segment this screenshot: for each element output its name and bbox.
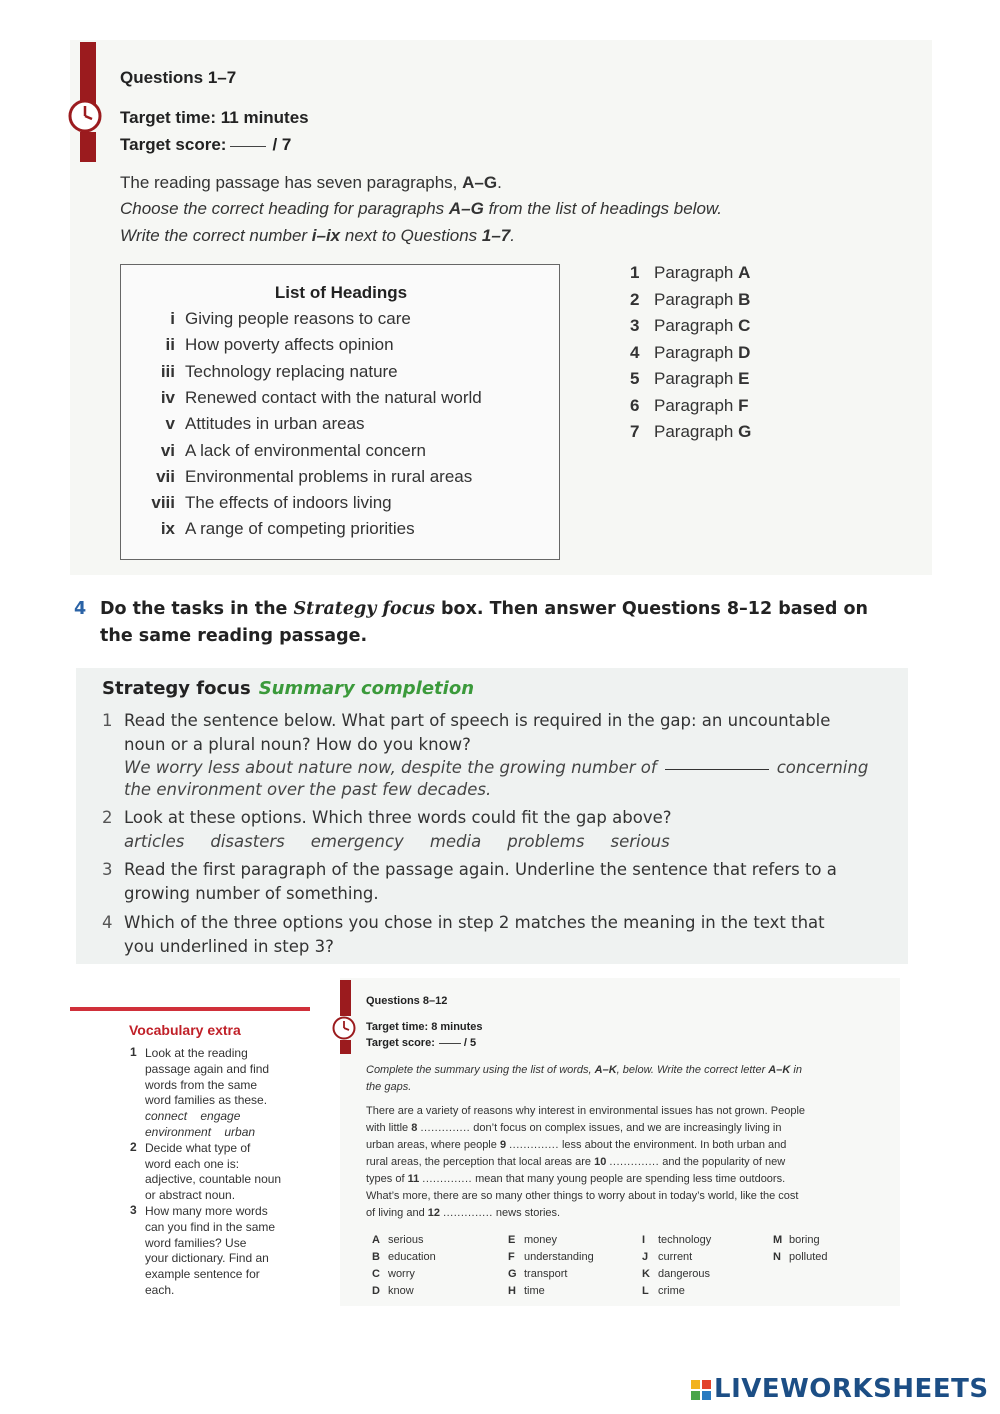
vocab-example-words: environment urban <box>145 1125 256 1139</box>
target-score-small <box>366 1037 476 1049</box>
word-text: education <box>388 1251 436 1263</box>
heading-text: Attitudes in urban areas <box>185 414 365 434</box>
heading-text: The effects of indoors living <box>185 493 392 513</box>
summary-text: There are a variety of reasons why interest in environmental issues has not grown. People <box>366 1105 806 1117</box>
word-letter: M <box>773 1234 783 1246</box>
word-letter: F <box>508 1251 515 1263</box>
summary-text: with little <box>366 1122 412 1134</box>
strategy-line: you underlined in step 3? <box>124 937 334 956</box>
paragraph-word: Paragraph <box>654 342 739 362</box>
instr-text: Choose the correct heading for paragraphs <box>120 199 449 218</box>
paragraph-letter: E <box>738 369 750 388</box>
word-letter: D <box>372 1285 380 1297</box>
vocab-line: your dictionary. Find an <box>145 1251 269 1266</box>
red-bar-small <box>340 980 351 1016</box>
example-text: concerning <box>776 758 869 777</box>
paragraph-letter: G <box>738 422 752 441</box>
strategy-item-number: 1 <box>102 711 113 730</box>
gap-number: 8 <box>411 1122 421 1134</box>
word-letter: H <box>508 1285 516 1297</box>
heading-item <box>121 335 394 361</box>
gap-dots: .............. <box>509 1139 559 1151</box>
clock-icon <box>67 98 103 134</box>
heading-number: vii <box>156 466 175 486</box>
vocab-line: passage again and find <box>145 1061 270 1076</box>
summary-line <box>366 1207 560 1219</box>
paragraph-item <box>630 422 751 442</box>
gap-number: 9 <box>499 1139 510 1151</box>
word-option <box>508 1234 557 1246</box>
option-word: problems <box>507 832 585 851</box>
instr-text: . <box>497 173 502 192</box>
paragraph-letter: C <box>738 316 751 335</box>
heading-number: i <box>170 309 175 328</box>
strategy-subtitle: Summary completion <box>258 678 475 699</box>
paragraph-word: Paragraph <box>654 395 739 415</box>
target-score-suffix: / 7 <box>272 135 292 154</box>
paragraph-item <box>630 343 750 363</box>
option-word: media <box>429 832 482 851</box>
summary-text: less about the environment. In both urban and <box>558 1139 787 1151</box>
strategy-item-number: 3 <box>102 860 113 879</box>
paragraph-number: 3 <box>630 316 640 335</box>
strategy-item-number: 4 <box>102 913 113 932</box>
word-option <box>642 1234 711 1246</box>
gap-dots: .............. <box>420 1122 471 1134</box>
instr-bold: A–G <box>462 173 498 192</box>
instr-bold: A–K <box>768 1064 791 1076</box>
gap-dots: .............. <box>443 1207 493 1219</box>
headings-title: List of Headings <box>274 283 408 302</box>
word-option <box>508 1268 567 1280</box>
summary-line <box>366 1173 785 1185</box>
summary-text: mean that many young people are spending less time outdoors. <box>472 1173 786 1185</box>
heading-text: How poverty affects opinion <box>185 335 394 355</box>
heading-item <box>121 388 482 414</box>
summary-text: What’s more, there are so many other things to worry about in today’s world, like the cost <box>366 1190 799 1202</box>
word-letter: A <box>372 1234 380 1246</box>
gap-line <box>665 768 769 770</box>
heading-item <box>121 493 392 519</box>
paragraph-item <box>630 369 749 389</box>
red-bar-small-lower <box>340 1040 351 1054</box>
target-score <box>120 135 291 155</box>
summary-text: news stories. <box>492 1207 561 1219</box>
paragraph-number: 6 <box>630 395 640 415</box>
questions-title: Questions 1–7 <box>120 68 237 87</box>
vocab-item-number: 3 <box>130 1203 137 1217</box>
target-time: Target time: 11 minutes <box>120 108 309 127</box>
heading-text: Environmental problems in rural areas <box>185 466 473 486</box>
paragraph-item <box>630 290 750 310</box>
heading-text: Renewed contact with the natural world <box>185 387 482 407</box>
summary-line <box>366 1156 785 1168</box>
summary-line <box>366 1122 781 1134</box>
logo-icon <box>690 1379 712 1401</box>
instr-bold: i–ix <box>311 226 341 245</box>
paragraph-number: 2 <box>630 289 640 309</box>
instr-bold: 1–7 <box>481 226 511 245</box>
word-option <box>372 1268 415 1280</box>
gap-dots: .............. <box>422 1173 473 1185</box>
target-score-suffix: / 5 <box>463 1037 477 1049</box>
word-text: know <box>388 1285 414 1297</box>
word-letter: K <box>642 1268 650 1280</box>
word-option <box>372 1234 423 1246</box>
word-letter: B <box>372 1251 380 1263</box>
heading-item <box>121 467 472 493</box>
example-sentence <box>124 758 868 777</box>
clock-icon-small <box>331 1015 357 1041</box>
example-text: We worry less about nature now, despite the growing number of <box>124 758 657 777</box>
word-letter: J <box>642 1251 649 1263</box>
section-text: Do the tasks in the <box>100 599 294 619</box>
summary-instruction-line2: the gaps. <box>366 1081 412 1093</box>
vocab-line: words from the same <box>145 1077 258 1092</box>
strategy-line: Read the sentence below. What part of speech is required in the gap: an uncountable <box>124 711 831 730</box>
instr-text: Write the correct number <box>120 226 312 245</box>
options-list <box>124 832 696 851</box>
paragraph-word: Paragraph <box>654 422 739 441</box>
word-text: time <box>524 1285 545 1297</box>
gap-number: 10 <box>594 1156 610 1168</box>
section-number: 4 <box>74 599 87 619</box>
summary-instruction <box>366 1064 802 1076</box>
vocab-line: Decide what type of <box>145 1140 251 1155</box>
vocab-line: How many more words <box>145 1204 268 1218</box>
paragraph-letter: A <box>738 263 751 282</box>
logo-text: LIVEWORKSHEETS <box>714 1374 989 1404</box>
word-letter: C <box>372 1268 380 1280</box>
heading-number: vi <box>160 440 175 460</box>
summary-text: don’t focus on complex issues, and we are increasingly living in <box>470 1122 782 1134</box>
word-text: boring <box>789 1234 820 1246</box>
instr-text: Complete the summary using the list of words, <box>366 1064 595 1076</box>
heading-number: iv <box>160 387 175 407</box>
vocab-line: adjective, countable noun <box>145 1172 282 1187</box>
heading-text: A range of competing priorities <box>185 519 415 539</box>
instr-text: The reading passage has seven paragraphs, <box>120 173 463 192</box>
instruction-line-1 <box>120 173 502 193</box>
summary-text: urban areas, where people <box>366 1139 500 1151</box>
score-blank <box>230 145 266 147</box>
paragraph-number: 1 <box>630 263 640 282</box>
option-word: disasters <box>210 832 285 851</box>
heading-number: ix <box>160 519 175 539</box>
instr-bold: A–G <box>448 199 484 218</box>
paragraph-number: 5 <box>630 369 640 388</box>
heading-text: A lack of environmental concern <box>185 440 426 460</box>
score-blank <box>439 1042 461 1044</box>
strategy-line: noun or a plural noun? How do you know? <box>124 735 471 754</box>
heading-number: v <box>165 414 175 434</box>
vocab-line: Look at the reading <box>145 1046 248 1060</box>
paragraph-word: Paragraph <box>654 263 739 282</box>
questions-8-12-title: Questions 8–12 <box>366 995 448 1007</box>
word-option <box>642 1268 710 1280</box>
summary-text: and the popularity of new <box>659 1156 786 1168</box>
vocab-line: word each one is: <box>145 1156 240 1171</box>
word-letter: I <box>642 1234 646 1246</box>
word-text: worry <box>388 1268 415 1280</box>
vocab-line: each. <box>145 1283 175 1297</box>
instr-bold: A–K <box>594 1064 617 1076</box>
summary-line <box>366 1190 798 1202</box>
instr-text: , below. Write the correct letter <box>616 1064 769 1076</box>
vocab-item-number: 2 <box>130 1139 137 1154</box>
heading-item <box>121 414 365 440</box>
strategy-item-number: 2 <box>102 808 113 827</box>
vocab-line: word families? Use <box>145 1235 247 1250</box>
strategy-line: Read the first paragraph of the passage again. Underline the sentence that refers to a <box>124 860 837 879</box>
word-option <box>773 1251 828 1263</box>
section-text: box. Then answer Questions 8–12 based on <box>434 599 868 619</box>
option-word: serious <box>610 832 670 851</box>
summary-text: of living and <box>366 1207 428 1219</box>
word-option <box>508 1251 594 1263</box>
paragraph-word: Paragraph <box>654 289 739 309</box>
word-text: dangerous <box>658 1268 710 1280</box>
strategy-line: Which of the three options you chose in step 2 matches the meaning in the text that <box>124 913 825 932</box>
instr-text: from the list of headings below. <box>483 199 722 218</box>
paragraph-word: Paragraph <box>654 316 739 335</box>
strategy-title <box>102 678 474 699</box>
vocab-title: Vocabulary extra <box>129 1022 241 1038</box>
vocab-line: or abstract noun. <box>145 1188 236 1203</box>
option-word: articles <box>124 832 185 851</box>
heading-item <box>121 309 411 335</box>
word-letter: G <box>508 1268 517 1280</box>
instr-text: in <box>790 1064 802 1076</box>
strategy-line: Look at these options. Which three words could fit the gap above? <box>124 808 672 827</box>
paragraph-number: 7 <box>630 422 640 441</box>
vocab-line: can you find in the same <box>145 1219 276 1234</box>
word-text: crime <box>658 1285 685 1297</box>
heading-text: Giving people reasons to care <box>185 309 411 328</box>
target-score-label: Target score: <box>366 1037 435 1049</box>
section-text-line2: the same reading passage. <box>100 626 368 646</box>
summary-text: types of <box>366 1173 408 1185</box>
section-text-italic: Strategy focus <box>293 599 435 619</box>
vocab-divider <box>70 1007 310 1011</box>
heading-number: viii <box>151 493 175 513</box>
instr-text: next to Questions <box>340 226 482 245</box>
gap-number: 12 <box>427 1207 444 1219</box>
word-option <box>773 1234 820 1246</box>
word-letter: E <box>508 1234 516 1246</box>
summary-line <box>366 1139 786 1151</box>
heading-item <box>121 441 426 467</box>
word-text: current <box>658 1251 693 1263</box>
paragraph-item <box>630 263 750 283</box>
summary-text: rural areas, the perception that local areas are <box>366 1156 595 1168</box>
instruction-line-3 <box>120 226 515 246</box>
strategy-line: growing number of something. <box>124 884 379 903</box>
vocab-example-words: connect engage <box>145 1109 241 1124</box>
word-option <box>642 1285 685 1297</box>
paragraph-number: 4 <box>630 342 640 362</box>
word-text: money <box>524 1234 558 1246</box>
paragraph-item <box>630 396 749 416</box>
summary-line <box>366 1105 805 1117</box>
heading-item <box>121 519 415 545</box>
vocab-item-number: 1 <box>130 1045 137 1059</box>
heading-item <box>121 362 398 388</box>
red-bar-lower <box>80 132 96 162</box>
word-text: transport <box>524 1268 568 1280</box>
word-option <box>372 1285 414 1297</box>
paragraph-word: Paragraph <box>654 369 739 388</box>
strategy-title-text: Strategy focus <box>102 678 251 699</box>
gap-dots: .............. <box>609 1156 660 1168</box>
word-text: serious <box>388 1234 424 1246</box>
heading-text: Technology replacing nature <box>185 361 398 381</box>
word-option <box>372 1251 436 1263</box>
word-text: polluted <box>789 1251 828 1263</box>
word-letter: N <box>773 1251 781 1263</box>
word-option <box>642 1251 692 1263</box>
gap-number: 11 <box>407 1173 423 1185</box>
paragraph-letter: F <box>738 395 749 415</box>
red-bar <box>80 42 96 104</box>
heading-number: ii <box>165 335 175 355</box>
option-word: emergency <box>310 832 404 851</box>
word-text: technology <box>658 1234 712 1246</box>
word-letter: L <box>642 1285 649 1297</box>
word-option <box>508 1285 545 1297</box>
paragraph-letter: D <box>738 342 751 362</box>
paragraph-letter: B <box>738 289 751 309</box>
paragraph-item <box>630 316 750 336</box>
list-of-headings-box <box>120 264 560 560</box>
instruction-line-2 <box>120 199 722 219</box>
vocab-line: example sentence for <box>145 1267 260 1282</box>
example-sentence-line2: the environment over the past few decades. <box>124 780 492 799</box>
section-4-instruction <box>74 596 904 650</box>
target-time-small: Target time: 8 minutes <box>366 1021 483 1033</box>
instr-text: . <box>510 226 515 245</box>
vocab-line: word families as these. <box>145 1093 268 1108</box>
target-score-label: Target score: <box>120 135 227 154</box>
heading-number: iii <box>160 361 175 381</box>
word-text: understanding <box>524 1251 594 1263</box>
